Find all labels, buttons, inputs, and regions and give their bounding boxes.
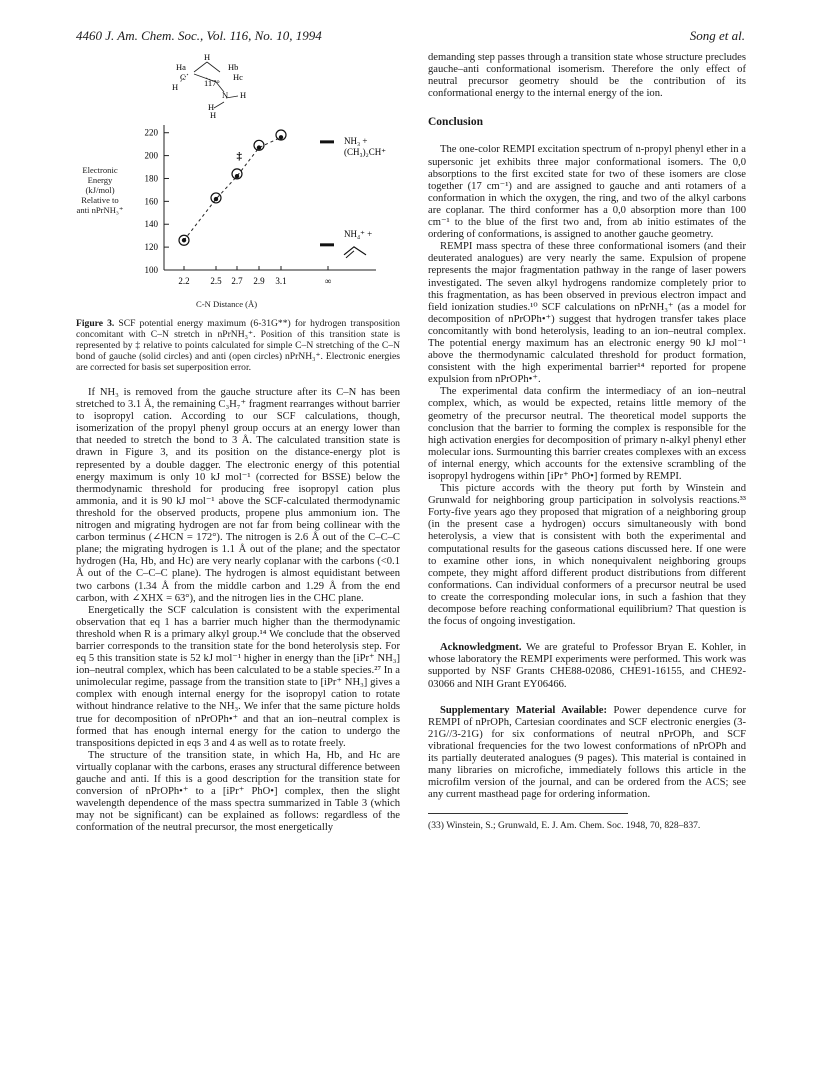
caption-label: Figure 3. bbox=[76, 318, 115, 329]
body-paragraph: Energetically the SCF calculation is consistent with the experimental observation that eq 1 has a barrier much higher than the thermodynamic threshold when R is a primary alkyl group.¹⁴ We conclude that the observed barrier corresponds to the transition state for the bond heterolysis step. For eq 5 this transition state is 52 kJ mol⁻¹ higher in energy than the [iPr⁺ NH₃] ion–neutral complex, which has been calculated to be a stable species.²⁷ In a unimolecular regime, passage from the transition state to [iPr⁺ NH₃] gives a complex with enough internal energy for the isopropyl cation to rotate without hindrance relative to the NH₃. We infer that the same picture holds true for decomposition of nPrOPh•⁺ and that an ion–neutral complex is formed that has enough internal energy for the cation to undergo the transpositions depicted in eqs 3 and 4 as well as to rotate freely. bbox=[76, 604, 400, 749]
x-tick-label: ∞ bbox=[324, 276, 332, 286]
footnote-text: (33) Winstein, S.; Grunwald, E. J. Am. Chem. Soc. 1948, 70, 828–837. bbox=[428, 820, 701, 832]
supplementary-material bbox=[428, 705, 746, 802]
gauche-point bbox=[214, 197, 218, 201]
asymptote-label-top-2: (CH₃)₂CH⁺ bbox=[344, 146, 387, 157]
left-column bbox=[76, 52, 400, 834]
molecule-atom-ha: Ha bbox=[176, 62, 186, 72]
energy-distance-chart bbox=[76, 52, 400, 310]
molecule-atom-c: C bbox=[180, 72, 186, 82]
molecule-atom-hc: Hc bbox=[233, 72, 243, 82]
molecule-atom-h-n1: H bbox=[240, 90, 247, 100]
x-tick-label: 2.2 bbox=[178, 276, 190, 286]
figure-caption bbox=[76, 318, 400, 373]
acknowledgment-text: We are grateful to Professor Bryan E. Kohler, in whose laboratory the REMPI experiments were performed. This work was supported by NSF Grants CHE88-02086, CHE91-16155, and CHE92-03066 and NIH Grant EY06466. bbox=[428, 642, 746, 690]
x-axis-label: C-N Distance (Å) bbox=[196, 299, 258, 309]
x-tick-label: 2.5 bbox=[210, 276, 222, 286]
body-paragraph: REMPI mass spectra of these three conformational isomers (and their deuterated analogues) are very nearly the same. Expulsion of propene represents the major fragmentation pathway in the range of laser powers investigated. The seven alkyl hydrogens randomize completely prior to this fragmentation, as has been observed in previous electron impact and field ionization studies.¹⁰ SCF calculations on nPrNH₃⁺ (as a model for decomposition of nPrOPh•⁺) suggest that hydrogen transfer takes place concomitantly with bond heterolysis, leading to an ion–neutral complex. The potential energy maximum has an electronic energy 90 kJ mol⁻¹ above the thermodynamic calculated threshold for product formation, consistent with the high experimental barrier¹⁴ reported for propene expulsion from nPrOPh•⁺. bbox=[428, 241, 746, 386]
y-tick-label: 220 bbox=[144, 127, 158, 138]
transition-state-marker: ‡ bbox=[236, 150, 242, 163]
molecule-atom-h-n2: H bbox=[208, 102, 215, 112]
y-tick-label: 180 bbox=[144, 173, 158, 184]
molecule-atom-h-top: H bbox=[204, 52, 211, 62]
body-paragraph: If NH₃ is removed from the gauche structure after its C–N has been stretched to 3.1 Å, the remaining C₃H₇⁺ fragment rearranges without barrier to isopropyl cation. According to our SCF calculations, though, isomerization of the propyl phenyl group occurs at an energy lower than that needed to stretch the bond to 3 Å. The calculated transition state is drawn in Figure 3, and its position on the distance-energy plot is represented by a double dagger. The electronic energy of this potential energy maximum is only 10 kJ mol⁻¹ (corrected for BSSE) below the thermodynamic threshold for producing free isopropyl cation plus ammonia, and it is 90 kJ mol⁻¹ above the SCF-calculated thermodynamic threshold for the observed products, propene plus ammonium ion. The nitrogen and migrating hydrogen are not far from being collinear with the carbon terminus (∠HCN = 172°). The nitrogen is 2.6 Å out of the C–C–C plane; the migrating hydrogen is 1.1 Å out of the plane; and the spectator hydrogen (Ha, Hb, and Hc) are very nearly coplanar with the carbons (<0.1 Å out of the C–C–C plane). The hydrogen is almost equidistant between two carbons (1.34 Å from the middle carbon and 1.29 Å from the end carbon, with ∠XHX = 63°), and the nitrogen lies in the CHC plane. bbox=[76, 387, 400, 604]
x-tick-label: 3.1 bbox=[275, 276, 287, 286]
y-tick-label: 140 bbox=[144, 219, 158, 230]
x-tick-label: 2.9 bbox=[253, 276, 265, 286]
molecule-atom-h-n3: H bbox=[210, 110, 217, 120]
journal-citation: 4460 J. Am. Chem. Soc., Vol. 116, No. 10, 1994 bbox=[76, 28, 322, 43]
molecule-atom-h-left: H bbox=[172, 82, 179, 92]
molecule-bond-angle: 117° bbox=[204, 78, 220, 88]
y-tick-label: 200 bbox=[144, 150, 158, 161]
body-paragraph: The experimental data confirm the intermediacy of an ion–neutral complex, which, as would be expected, retains little memory of the geometry of the precursor neutral. The theoretical model supports the conclusion that the barrier to forming the complex is responsible for the high activation energies for decomposition of primary n-alkyl phenyl ether molecular ions. Surmounting this barrier creates complexes with an excess of internal energy, which accounts for the extensive scrambling of the isopropyl hydrogens within [iPr⁺ PhO•] formed by REMPI. bbox=[428, 386, 746, 482]
figure-3 bbox=[76, 52, 400, 310]
acknowledgment-lead: Acknowledgment. bbox=[440, 642, 522, 654]
right-column bbox=[428, 52, 746, 832]
body-paragraph: The structure of the transition state, in which Ha, Hb, and Hc are virtually coplanar with the carbons, erases any structural difference between gauche and anti. If this is a good description for the transition state for conversion of nPrOPh•⁺ to a [iPr⁺ PhO•] complex, then the slight wavelength dependence of the mass spectra summarized in Table 3 (which may not be significant) can be explained as follows: regardless of the conformation of the neutral precursor, the most energetically bbox=[76, 749, 400, 834]
gauche-point bbox=[279, 135, 283, 139]
molecule-atom-hb: Hb bbox=[228, 62, 239, 72]
gauche-point bbox=[235, 174, 239, 178]
y-tick-label: 160 bbox=[144, 196, 158, 207]
footnote bbox=[428, 813, 701, 832]
y-axis-label: Electronic Energy (kJ/mol) Relative to anti nPrNH₃⁺ bbox=[76, 165, 124, 215]
asymptote-label-bottom: NH₄⁺ + bbox=[344, 228, 373, 239]
propene-structure-icon bbox=[344, 247, 366, 255]
running-header bbox=[76, 28, 745, 46]
gauche-point bbox=[182, 238, 186, 242]
y-tick-label: 100 bbox=[144, 265, 158, 275]
author-running-head: Song et al. bbox=[689, 28, 745, 43]
body-paragraph: This picture accords with the theory put forth by Winstein and Grunwald for neighboring group participation in solvolysis reactions.³³ Forty-five years ago they proposed that migration of a neighboring group (in the present case a hydrogen) occurs simultaneously with bond heterolysis, a view that is consistent with both the experimental and computational results for the gaseous cations discussed here. If one were to examine other ions, in which nonequivalent neighboring groups compete, they might afford different product distributions from different conformations. Can individual conformers of a precursor neutral be used to create the corresponding molecular ions, in such a fashion that they decompose before reaching conformational equilibrium? That question is the focus of ongoing investigation. bbox=[428, 483, 746, 628]
body-paragraph: demanding step passes through a transition state whose structure precludes gauche–anti conformational isomerism. Therefore the only effect of neutral precursor geometry should be the contribution of its conformational energy to the internal energy of the ion. bbox=[428, 52, 746, 100]
caption-text: SCF potential energy maximum (6-31G**) for hydrogen transposition concomitant with C–N stretch in nPrNH₃⁺. Position of this transition state is represented by ‡ relative to points calculated for simple C–N stretching of the C–N bond of gauche (solid circles) and anti (open circles) nPrNH₃⁺. Electronic energies are corrected for basis set superposition error. bbox=[76, 318, 400, 373]
supplementary-lead: Supplementary Material Available: bbox=[440, 704, 608, 716]
molecule-atom-n: N bbox=[222, 90, 229, 100]
acknowledgment bbox=[428, 642, 746, 690]
y-tick-label: 120 bbox=[144, 242, 158, 253]
gauche-point bbox=[257, 145, 261, 149]
supplementary-text: Power dependence curve for REMPI of nPrOPh, Cartesian coordinates and SCF electronic energies (3-21G//3-21G) for six conformations of neutral nPrOPh, and SCF vibrational frequencies for the two lowest conformations of nPrOPh and its partially deuterated analogues (9 pages). This material is contained in many libraries on microfiche, immediately follows this article in the microfilm version of the journal, and can be ordered from the ACS; see any current masthead page for ordering information. bbox=[428, 704, 746, 801]
body-paragraph: The one-color REMPI excitation spectrum of n-propyl phenyl ether in a supersonic jet exhibits three major conformational isomers. The 0,0 absorptions to the first excited state for two of these isomers are close together (17 cm⁻¹) and are assigned to gauche and anti rotamers of a conformation in which the oxygen, the ring, and two of the alkyl carbons are coplanar. The third conformer has a 0,0 absorption more than 100 cm⁻¹ to the blue of the first two and, from ab initio estimates of the ordering of conformations, is assigned to another gauche geometry. bbox=[428, 144, 746, 241]
section-heading: Conclusion bbox=[428, 116, 483, 129]
x-tick-label: 2.7 bbox=[231, 276, 243, 286]
series-connector-line bbox=[184, 137, 281, 240]
asymptote-label-top-1: NH₃ + bbox=[344, 135, 368, 146]
